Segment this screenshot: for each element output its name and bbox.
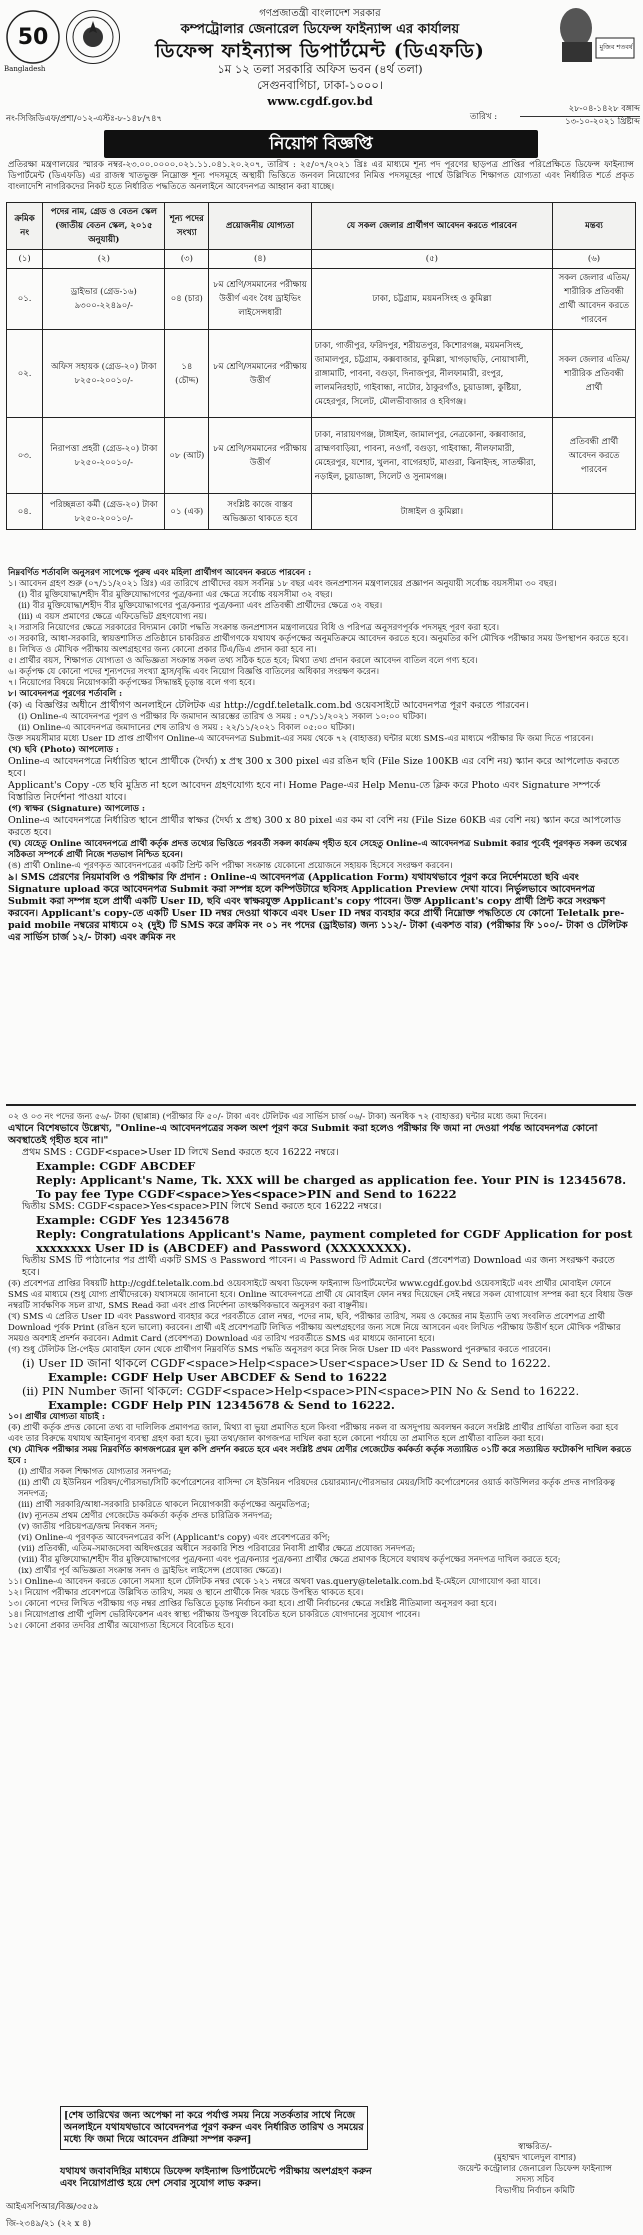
sl-cell: ০১. bbox=[7, 269, 43, 330]
body-line: (iv) ন্যূনতম প্রথম শ্রেণীর গেজেটেড কর্মকর্তা কর্তৃক প্রদত্ত চারিত্রিক সনদপত্র; bbox=[18, 1511, 273, 1521]
body-line: ৩। সরকারি, আধা-সরকারি, স্বায়ত্তশাসিত প্রতিষ্ঠানে চাকরিরত প্রার্থীগণকে যথাযথ কর্তৃপক্ষের অনুমতিক্রমে আবেদন করতে হবে। অনুমতির কপি মৌখিক পরীক্ষার সময় উপস্থাপন করতে হবে। bbox=[8, 634, 629, 644]
body-line: ১০। প্রার্থীর যোগ্যতা যাচাই : bbox=[8, 1412, 106, 1422]
sms-example: Example: CGDF ABCDEF bbox=[36, 1159, 196, 1173]
body-line: (ii) বীর মুক্তিযোদ্ধা/শহীদ বীর মুক্তিযোদ্ধাগণের পুত্র/কন্যার পুত্র/কন্যা এবং প্রতিবন্ধী প্রার্থীদের ক্ষেত্রে ৩২ বছর। bbox=[18, 601, 383, 611]
notice-title: নিয়োগ বিজ্ঞপ্তি bbox=[104, 130, 538, 158]
body-line: দ্বিতীয় SMS টি পাঠানোর পর প্রার্থী একটি SMS ও Password পাবেন। এ Password টি Admit Card (প্রবেশপত্র) Download এর জন্য সংরক্ষণ করতে হবে। bbox=[22, 1255, 615, 1278]
logo-right-caption: মুজিব শতবর্ষ bbox=[599, 43, 633, 51]
conditions-block-bottom bbox=[8, 1112, 634, 1632]
col-header-sl: ক্রমিক নং bbox=[7, 203, 43, 250]
body-line: ২। সরাসরি নিয়োগের ক্ষেত্রে সরকারের বিদ্যমান কোটা পদ্ধতি সংক্রান্ত জনপ্রশাসন মন্ত্রণালয়ের বিধি ও পরিপত্র অনুসরণপূর্বক পদসমূহ পূরণ করা হবে। bbox=[8, 623, 500, 633]
body-line: উক্ত সময়সীমার মধ্যে User ID প্রাপ্ত প্রার্থীগণ Online-এ আবেদনপত্র Submit-এর সময় থেকে ৭২ (বাহাত্তর) ঘন্টার মধ্যে SMS-এর মাধ্যমে পরীক্ষার ফি জমা দিতে পারবেন। bbox=[8, 734, 594, 744]
footer-note: যথাযথ জবাবদিহির মাধ্যমে ডিফেন্স ফাইন্যান্স ডিপার্টমেন্টে পরীক্ষায় অংশগ্রহণ করুন এবং নিয়োগপ্রাপ্ত হয়ে দেশ সেবার সুযোগ লাভ করুন। bbox=[60, 2166, 372, 2189]
body-line: (viii) বীর মুক্তিযোদ্ধা/শহীদ বীর মুক্তিযোদ্ধাগণের পুত্র/কন্যা এবং পুত্র/কন্যার পুত্র/কন্যা প্রার্থীর ক্ষেত্রে প্রমাণক হিসেবে যথাযথ কর্তৃপক্ষের সনদপত্র দাখিল করতে হবে; bbox=[18, 1555, 561, 1565]
qualification-cell: ৮ম শ্রেণি/সমমানের পরীক্ষায় উত্তীর্ণ bbox=[209, 418, 312, 494]
body-line: (গ) স্বাক্ষর (Signature) আপলোড : bbox=[8, 804, 145, 814]
body-line: (i) বীর মুক্তিযোদ্ধা/শহীদ বীর মুক্তিযোদ্ধাগণের পুত্র/কন্যা এর ক্ষেত্রে সর্বোচ্চ বয়সসীমা ৩২ বছর। bbox=[18, 590, 333, 600]
index-cell: (৪) bbox=[209, 250, 312, 269]
districts-cell: ঢাকা, চট্টগ্রাম, ময়মনসিংহ ও কুমিল্লা bbox=[311, 269, 552, 330]
intro-paragraph: প্রতিরক্ষা মন্ত্রণালয়ের স্মারক নম্বর-২৩.০০.০০০০.০২১.১১.০৪১.২০.২০৭, তারিখ : ২৫/০৭/২০২১ খ্রিঃ এর মাধ্যমে শূন্য পদ পূরণের ছাড়পত্র প্রাপ্তির পরিপ্রেক্ষিতে ডিফেন্স ফাইন্যান্স ডিপার্টমেন্ট (ডিএফডি) এর রাজস্ব খাতভুক্ত নিম্নোক্ত শূন্য পদসমূহে অস্থায়ী ভিত্তিতে জনবল নিয়োগের নিমিত্ত পদসমূহের পার্শ্বে উল্লিখিত শিক্ষাগত যোগ্যতা এবং নির্ধারিত শর্তে প্রকৃত বাংলাদেশি নাগরিকদের নিকট হতে নির্ধারিত পদ্ধতিতে অনলাইনে আবেদনপত্র আহ্বান করা যাচ্ছে। bbox=[8, 160, 634, 192]
conditions-block-top bbox=[8, 568, 634, 944]
post-cell: পরিচ্ছন্নতা কর্মী (গ্রেড-২০) টাকা ৮২৫০-২০০১০/- bbox=[43, 494, 165, 530]
body-line: প্রথম SMS : CGDF<space>User ID লিখে Send করতে হবে 16222 নম্বরে। bbox=[22, 1147, 339, 1158]
body-line: ০২ ও ০৩ নং পদের জন্য ৫৬/- টাকা (ছাপ্পান্ন) (পরীক্ষার ফি ৫০/- টাকা এবং টেলিটক এর সার্ভিস চার্জ ০৬/- টাকা) অনধিক ৭২ (বাহাত্তর) ঘন্টার মধ্যে জমা দিবেন। bbox=[8, 1112, 547, 1122]
signature-block bbox=[440, 2142, 630, 2197]
body-line: ৬। কর্তৃপক্ষ যে কোনো পদের শূন্যপদের সংখ্যা হ্রাস/বৃদ্ধি এবং নিয়োগ বিজ্ঞপ্তি বাতিলের অধিকার সংরক্ষণ করেন। bbox=[8, 667, 380, 677]
qualification-cell: ৮ম শ্রেণি/সমমানের পরীক্ষায় উত্তীর্ণ এবং বৈধ ড্রাইভিং লাইসেন্সধারী bbox=[209, 269, 312, 330]
sms-reply: Reply: Congratulations Applicant's Name, payment completed for CGDF Application for post xxxxxxxx User ID is (ABCDEF) and Password (XXXXXXXX). bbox=[36, 1227, 633, 1255]
body-line: (ক) প্রবেশপত্র প্রাপ্তির বিষয়টি http://cgdf.teletalk.com.bd ওয়েবসাইটে অথবা ডিফেন্স ফাইন্যান্স ডিপার্টমেন্টের www.cgdf.gov.bd ওয়েবসাইটে এবং প্রার্থীর মোবাইল ফোনে SMS এর মাধ্যমে (শুধু যোগ্য প্রার্থীদেরকে) যথাসময়ে জানানো হবে। Online আবেদনপত্রে প্রার্থী যে মোবাইল ফোন নম্বর দিয়েছেন সেই নম্বরে সকল যোগাযোগ সম্পন্ন করা হবে বিধায় উক্ত নম্বরটি সার্বক্ষণিক সচল রাখা, SMS Read করা এবং প্রাপ্ত নির্দেশনা তাৎক্ষণিকভাবে অনুসরণ করা বাঞ্ছনীয়। bbox=[8, 1279, 633, 1311]
vacancy-table bbox=[6, 202, 636, 530]
body-line: (গ) শুধু টেলিটক প্রি-পেইড মোবাইল ফোন থেকে প্রার্থীগণ নিম্নবর্ণিত SMS পদ্ধতি অনুসরণ করে নিজ নিজ User ID এবং Password পুনরুদ্ধার করতে পারবেন। bbox=[8, 1345, 551, 1355]
body-line: (i) প্রার্থীর সকল শিক্ষাগত যোগ্যতার সনদপত্র; bbox=[18, 1467, 172, 1477]
body-line: (iii) এ বয়স প্রমাণের ক্ষেত্রে এফিডেভিট গ্রহণযোগ্য নয়। bbox=[18, 612, 207, 622]
body-line: Applicant's Copy -তে ছবি মুদ্রিত না হলে আবেদন গ্রহণযোগ্য হবে না। Home Page-এর Help Menu-তে ক্লিক করে Photo এবং Signature সম্পর্কে বিস্তারিত নির্দেশনা পাওয়া যাবে। bbox=[8, 780, 601, 803]
website-link[interactable]: www.cgdf.gov.bd bbox=[267, 94, 373, 108]
signatory-role-2: বিভাগীয় নির্বাচন কমিটি bbox=[495, 2186, 575, 2196]
col-header-count: শূন্য পদের সংখ্যা bbox=[165, 203, 209, 250]
body-line: ১৫। কোনো প্রকার তদবির প্রার্থীর অযোগ্যতা হিসেবে বিবেচিত হবে। bbox=[8, 1621, 234, 1631]
body-line: দ্বিতীয় SMS: CGDF<space>Yes<space>PIN লিখে Send করতে হবে 16222 নম্বরে। bbox=[22, 1201, 382, 1212]
col-header-qualification: প্রয়োজনীয় যোগ্যতা bbox=[209, 203, 312, 250]
index-cell: (৬) bbox=[552, 250, 635, 269]
remark-cell: সকল জেলার এতিম/শারীরিক প্রতিবন্ধী প্রার্থী আবেদন করতে পারবেন bbox=[552, 269, 635, 330]
table-row bbox=[7, 330, 636, 418]
post-cell: নিরাপত্তা প্রহরী (গ্রেড-২০) টাকা ৮২৫০-২০০১০/- bbox=[43, 418, 165, 494]
ispr-code: আইএসপিআর/বিজ্ঞ/৩৫৫৯ bbox=[6, 2202, 99, 2212]
header-line-4: ১ম ১২ তলা সরকারি অফিস ভবন (৪র্থ তলা) bbox=[217, 62, 423, 76]
header-line-1: গণপ্রজাতন্ত্রী বাংলাদেশ সরকার bbox=[259, 8, 381, 19]
body-line: ৯। SMS প্রেরণের নিয়মাবলি ও পরীক্ষার ফি প্রদান : Online-এ আবেদনপত্র (Application Form) যথাযথভাবে পূরণ করে নির্দেশমতো ছবি এবং Signature upload করে আবেদনপত্র Submit করা সম্পন্ন হলে কম্পিউটারে ছবিসহ Application Preview দেখা যাবে। নির্ভুলভাবে আবেদনপত্র Submit করা সম্পন্ন হলে প্রার্থী একটি User ID, ছবি এবং স্বাক্ষরযুক্ত Applicant's copy পাবেন। উক্ত Applicant's copy প্রার্থী প্রিন্ট করে সংরক্ষণ করবেন। Applicant's copy-তে একটি User ID নম্বর দেওয়া থাকবে এবং User ID নম্বর ব্যবহার করে প্রার্থী নিম্নোক্ত পদ্ধতিতে যে কোনো Teletalk pre-paid mobile নম্বরের মাধ্যমে ০২ (দুই) টি SMS করে ক্রমিক নং ০১ নং পদের (ড্রাইভার) জন্য ১১২/- টাকা (একশত বার) (পরীক্ষার ফি ১০০/- টাকা ও টেলিটক এর সার্ভিস চার্জ ১২/- টাকা) এবং ক্রমিক নং bbox=[8, 872, 628, 943]
help-example: Example: CGDF Help PIN 12345678 & Send to 16222. bbox=[48, 1398, 395, 1412]
table-header-row bbox=[7, 203, 636, 250]
date-bangla: ২৮-০৪-১৪২৮ বঙ্গাব্দ bbox=[568, 104, 640, 114]
signatory-name: (মুহাম্মদ খালেদুল বাশার) bbox=[493, 2153, 577, 2163]
body-line: (vii) প্রতিবন্ধী, এতিম-সমাজসেবা অধিদপ্তরের অধীনে সরকারি শিশু পরিবারের নিবাসী প্রার্থীর ক্ষেত্রে প্রযোজ্য সনদপত্র; bbox=[18, 1544, 416, 1554]
body-line: (ঙ) প্রার্থী Online-এ পূরণকৃত আবেদনপত্রের একটি প্রিন্ট কপি পরীক্ষা সংক্রান্ত যেকোনো প্রয়োজনে সহায়ক হিসেবে সংরক্ষণ করবেন। bbox=[8, 861, 453, 871]
table-row bbox=[7, 494, 636, 530]
remark-cell bbox=[552, 494, 635, 530]
table-row bbox=[7, 418, 636, 494]
portrait-icon bbox=[548, 4, 636, 64]
table-row bbox=[7, 269, 636, 330]
body-line: ৪। লিখিত ও মৌখিক পরীক্ষায় অংশগ্রহণের জন্য কোনো প্রকার টিএ/ডিএ প্রদান করা হবে না। bbox=[8, 645, 317, 655]
count-cell: ০৮ (আট) bbox=[165, 418, 209, 494]
signatory-role-1: সদস্য সচিব bbox=[515, 2175, 555, 2185]
help-example: Example: CGDF Help User ABCDEF & Send to 16222 bbox=[48, 1370, 388, 1384]
svg-text:50: 50 bbox=[17, 25, 49, 50]
body-line: (খ) SMS এ প্রেরিত User ID এবং Password ব্যবহার করে পরবর্তীতে রোল নম্বর, পদের নাম, ছবি, পরীক্ষার তারিখ, সময় ও কেন্দ্রের নাম ইত্যাদি তথ্য সংবলিত প্রবেশপত্র প্রার্থী Download পূর্বক Print (রঙিন হলে ভালো) করবেন। প্রার্থী এই প্রবেশপত্রটি লিখিত পরীক্ষায় অংশগ্রহণের জন্য সঙ্গে নিয়ে আসবেন এবং লিখিত পরীক্ষায় উত্তীর্ণ হলে মৌখিক পরীক্ষার সময়ও অবশ্যই প্রদর্শন করবেন। Admit Card (প্রবেশপত্র) Download এর তারিখ পরবর্তীতে SMS এর মাধ্যমে জানানো হবে। bbox=[8, 1312, 621, 1344]
body-line: ১। আবেদন গ্রহণ শুরু (০৭/১১/২০২১ খ্রিঃ) এর তারিখে প্রার্থীদের বয়স সর্বনিম্ন ১৮ বছর এবং জনপ্রশাসন মন্ত্রণালয়ের প্রজ্ঞাপন অনুযায়ী সর্বোচ্চ বয়সসীমা ৩০ বছর। bbox=[8, 579, 557, 589]
qualification-cell: সংশ্লিষ্ট কাজে বাস্তব অভিজ্ঞতা থাকতে হবে bbox=[209, 494, 312, 530]
date-gregorian: ১৩-১০-২০২১ খ্রিষ্টাব্দ bbox=[520, 116, 640, 128]
table-index-row bbox=[7, 250, 636, 269]
mujib-borsho-logo bbox=[548, 4, 636, 64]
index-cell: (২) bbox=[43, 250, 165, 269]
post-cell: ড্রাইভার (গ্রেড-১৬) ৯৩০০-২২৪৯০/- bbox=[43, 269, 165, 330]
body-line: ১২। নিয়োগ পরীক্ষার প্রবেশপত্রে উল্লিখিত তারিখ, সময় ও স্থানে প্রার্থীকে নিজ খরচে উপস্থিত থাকতে হবে। bbox=[8, 1588, 364, 1598]
remark-cell: প্রতিবন্ধী প্রার্থী আবেদন করতে পারবেন bbox=[552, 418, 635, 494]
count-cell: ১৪ (চৌদ্দ) bbox=[165, 330, 209, 418]
help-pin: (ii) PIN Number জানা থাকলে: CGDF<space>Help<space>PIN<space>PIN No & Send to 16222. bbox=[22, 1384, 580, 1398]
sms-example: Example: CGDF Yes 12345678 bbox=[36, 1213, 230, 1227]
header-line-3: ডিফেন্স ফাইন্যান্স ডিপার্টমেন্ট (ডিএফডি) bbox=[155, 40, 485, 62]
date-label: তারিখ : bbox=[470, 112, 498, 122]
body-line: ১৪। নিয়োগপ্রাপ্ত প্রার্থী পুলিশ ভেরিফিকেশন এবং স্বাস্থ্য পরীক্ষায় উপযুক্ত বিবেচিত হলে চাকরিতে যোগদানের সুযোগ পাবেন। bbox=[8, 1610, 421, 1620]
body-line: (iii) প্রার্থী সরকারি/আধা-সরকারি চাকরিতে থাকলে নিয়োগকারী কর্তৃপক্ষের অনুমতিপত্র; bbox=[18, 1500, 310, 1510]
sms-reply: Reply: Applicant's Name, Tk. XXX will be charged as application fee. Your PIN is 12345678. To pay fee Type CGDF<space>Yes<space>PIN and Send to 16222 bbox=[36, 1173, 627, 1201]
post-cell: অফিস সহায়ক (গ্রেড-২০) টাকা ৮২৫০-২০০১০/- bbox=[43, 330, 165, 418]
body-line: ৮। আবেদনপত্র পূরণের শর্তাবলি : bbox=[8, 689, 123, 699]
sl-cell: ০৩. bbox=[7, 418, 43, 494]
g-code: জি-২৩৪৯/২১ (২২ x ৪) bbox=[6, 2219, 91, 2229]
index-cell: (৫) bbox=[311, 250, 552, 269]
body-line: (ক) এ বিজ্ঞপ্তির অধীনে প্রার্থীগণ অনলাইনে টেলিটক এর http://cgdf.teletalk.com.bd ওয়েবসাইটে আবেদনপত্র পূরণ করতে পারবেন। bbox=[8, 700, 529, 711]
sl-cell: ০২. bbox=[7, 330, 43, 418]
body-line: Online-এ আবেদনপত্রে নির্ধারিত স্থানে প্রার্থীর স্বাক্ষর (দৈর্ঘ্য x প্রস্থ) 300 x 80 pixel এর কম বা বেশি নয় (File Size 60KB এর বেশি নয়) স্ক্যান করে আপলোড করতে হবে। bbox=[8, 815, 621, 838]
body-line: (খ) ছবি (Photo) আপলোড : bbox=[8, 745, 119, 755]
body-line: ১৩। কোনো পদের লিখিত পরীক্ষায় গড় নম্বর প্রাপ্তির ভিত্তিতে চূড়ান্ত নির্বাচন করা হবে। প্রার্থী নির্বাচনের ক্ষেত্রে সংশ্লিষ্ট নীতিমালা অনুসরণ করা হবে। bbox=[8, 1599, 497, 1609]
body-line: (ii) Online-এ আবেদনপত্র জমাদানের শেষ তারিখ ও সময় : ২২/১১/২০২১ বিকাল ০৫:০০ ঘটিকা। bbox=[18, 723, 355, 733]
districts-cell: টাঙ্গাইল ও কুমিল্লা। bbox=[311, 494, 552, 530]
body-line: এখানে বিশেষভাবে উল্লেখ্য, "Online-এ আবেদনপত্রের সকল অংশ পূরণ করে Submit করা হলেও পরীক্ষার ফি জমা না দেওয়া পর্যন্ত আবেদনপত্র কোনো অবস্থাতেই গৃহীত হবে না।" bbox=[8, 1123, 598, 1146]
districts-cell: ঢাকা, গাজীপুর, ফরিদপুর, শরীয়তপুর, কিশোরগঞ্জ, ময়মনসিংহ, জামালপুর, চট্টগ্রাম, কক্সবাজার, কুমিল্লা, খাগড়াছড়ি, নোয়াখালী, রাঙ্গামাটি, পাবনা, বগুড়া, দিনাজপুর, নীলফামারী, রংপুর, লালমনিরহাট, গাইবান্ধা, নাটোর, ঠাকুরগাঁও, চুয়াডাঙ্গা, কুষ্টিয়া, মেহেরপুর, সিলেট, মৌলভীবাজার ও হবিগঞ্জ। bbox=[311, 330, 552, 418]
body-line: ৫। প্রার্থীর বয়স, শিক্ষাগত যোগ্যতা ও অভিজ্ঞতা সংক্রান্ত সকল তথ্য সঠিক হতে হবে; মিথ্যা তথ্য প্রদান করলে আবেদন বাতিল বলে গণ্য হবে। bbox=[8, 656, 478, 666]
col-header-remarks: মন্তব্য bbox=[552, 203, 635, 250]
signatory-designation: জয়েন্ট কন্ট্রোলার জেনারেল ডিফেন্স ফাইন্যান্স bbox=[458, 2164, 612, 2174]
body-line: (vi) Online-এ পূরণকৃত আবেদনপত্রের কপি (Applicant's copy) এবং প্রবেশপত্রের কপি; bbox=[18, 1533, 331, 1543]
count-cell: ০৪ (চার) bbox=[165, 269, 209, 330]
remark-cell: সকল জেলার এতিম/শারীরিক প্রতিবন্ধী প্রার্থী bbox=[552, 330, 635, 418]
index-cell: (১) bbox=[7, 250, 43, 269]
body-line: (i) Online-এ আবেদনপত্র পূরণ ও পরীক্ষার ফি জমাদান আরম্ভের তারিখ ও সময় : ০৭/১১/২০২১ সকাল ১০:০০ ঘটিকা। bbox=[18, 712, 427, 722]
sl-cell: ০৪. bbox=[7, 494, 43, 530]
signature-label: স্বাক্ষরিত/- bbox=[518, 2142, 552, 2152]
body-line: ১১। Online-এ আবেদন করতে কোনো সমস্যা হলে টেলিটক নম্বর থেকে ১২১ নম্বরে অথবা vas.query@teletalk.com.bd ই-মেইলে যোগাযোগ করা যাবে। bbox=[8, 1577, 541, 1587]
bangladesh-50-logo bbox=[4, 8, 62, 73]
body-line: (ii) প্রার্থী যে ইউনিয়ন পরিষদ/পৌরসভা/সিটি কর্পোরেশনের বাসিন্দা সে ইউনিয়ন পরিষদের চেয়ারম্যান/পৌরসভার মেয়র/সিটি কর্পোরেশনের ওয়ার্ড কাউন্সিলর কর্তৃক প্রদত্ত নাগরিকত্ব সনদপত্র; bbox=[18, 1478, 615, 1499]
page-divider bbox=[6, 1104, 636, 1106]
logo-left-caption: Bangladesh bbox=[4, 65, 46, 73]
deadline-notice-box: [শেষ তারিখের জন্য অপেক্ষা না করে পর্যাপ্ত সময় নিয়ে সতর্কতার সাথে নিজে অনলাইনে যথাযথভাবে আবেদনপত্র পূরণ করুন এবং নির্ধারিত তারিখ ও সময়ের মধ্যে ফি জমা দিয়ে আবেদন প্রক্রিয়া সম্পন্ন করুন] bbox=[60, 2106, 368, 2150]
help-user-id: (i) User ID জানা থাকলে CGDF<space>Help<space>User<space>User ID & Send to 16222. bbox=[22, 1356, 551, 1370]
fifty-years-icon bbox=[4, 8, 62, 66]
body-line: (v) জাতীয় পরিচয়পত্র/জন্ম নিবন্ধন সনদ; bbox=[18, 1522, 158, 1532]
col-header-districts: যে সকল জেলার প্রার্থীগণ আবেদন করতে পারবেন bbox=[311, 203, 552, 250]
reference-number: নং-সিজিডিএফ/প্রশা/০১২-এস্টঃ-৮-১৪৮/৭৪৭ bbox=[6, 114, 163, 124]
header-line-5: সেগুনবাগিচা, ঢাকা-১০০০। bbox=[257, 78, 383, 92]
body-line: (ix) প্রার্থীর পূর্ব অভিজ্ঞতা সংক্রান্ত সনদ ও ড্রাইভিং লাইসেন্স (প্রযোজ্য ক্ষেত্রে)। bbox=[18, 1566, 282, 1576]
header-line-2: কম্পট্রোলার জেনারেল ডিফেন্স ফাইন্যান্স এর কার্যালয় bbox=[180, 22, 460, 37]
qualification-cell: ৮ম শ্রেণি/সমমানের পরীক্ষায় উত্তীর্ণ bbox=[209, 330, 312, 418]
count-cell: ০১ (এক) bbox=[165, 494, 209, 530]
body-line: ৭। নিয়োগের বিষয়ে নিয়োগকারী কর্তৃপক্ষের সিদ্ধান্তই চূড়ান্ত বলে গণ্য হবে। bbox=[8, 678, 256, 688]
body-line: Online-এ আবেদনপত্রে নির্ধারিত স্থানে প্রার্থীকে (দৈর্ঘ্য) x প্রস্থ 300 x 300 pixel এর রঙিন ছবি (File Size 100KB এর বেশি নয়) স্ক্যান করে আপলোড করতে হবে। bbox=[8, 756, 620, 779]
districts-cell: ঢাকা, নারায়ণগঞ্জ, টাঙ্গাইল, জামালপুর, নেত্রকোনা, কক্সবাজার, ব্রাহ্মণবাড়িয়া, পাবনা, নওগাঁ, বগুড়া, গাইবান্ধা, নীলফামারী, মেহেরপুর, যশোর, খুলনা, বাগেরহাট, মাগুরা, ঝিনাইদহ, সাতক্ষীরা, নড়াইল, চুয়াডাঙ্গা, সিলেট ও সুনামগঞ্জ। bbox=[311, 418, 552, 494]
body-line: (খ) মৌখিক পরীক্ষার সময় নিম্নবর্ণিত কাগজপত্রের মূল কপি প্রদর্শন করতে হবে এবং সংশ্লিষ্ট প্রথম শ্রেণীর গেজেটেড কর্মকর্তা কর্তৃক সত্যায়িত ০১টি করে সত্যায়িত ফটোকপি দাখিল করতে হবে : bbox=[8, 1445, 632, 1466]
body-line: (ঘ) যেহেতু Online আবেদনপত্রে প্রার্থী কর্তৃক প্রদত্ত তথ্যের ভিত্তিতে পরবর্তী সকল কার্যক্রম গৃহীত হবে সেহেতু Online-এ আবেদনপত্র Submit করার পূর্বেই পূরণকৃত সকল তথ্যের সঠিকতা সম্পর্কে প্রার্থী নিজে শতভাগ নিশ্চিত হবেন। bbox=[8, 839, 627, 860]
col-header-post: পদের নাম, গ্রেড ও বেতন স্কেল (জাতীয় বেতন স্কেল, ২০১৫ অনুযায়ী) bbox=[43, 203, 165, 250]
body-line: নিম্নবর্ণিত শর্তাবলি অনুসরণ সাপেক্ষে পুরুষ এবং মহিলা প্রার্থীগণ আবেদন করতে পারবেন : bbox=[8, 568, 312, 578]
index-cell: (৩) bbox=[165, 250, 209, 269]
body-line: (ক) প্রার্থী কর্তৃক প্রদত্ত কোনো তথ্য বা দালিলিক প্রমাণপত্র জাল, মিথ্যা বা ভুয়া প্রমাণিত হলে কিংবা পরীক্ষায় নকল বা অসদুপায় অবলম্বন করলে সংশ্লিষ্ট প্রার্থীর প্রার্থিতা বাতিল করা হবে এবং তার বিরুদ্ধে যথাযথ আইনানুগ ব্যবস্থা গ্রহণ করা হবে। ভুয়া তথ্য/জাল কাগজপত্র দাখিল করা হলে কোনো পর্যায়ে তা প্রমাণিত হলে প্রার্থীতা বাতিল করা হবে। bbox=[8, 1423, 619, 1444]
